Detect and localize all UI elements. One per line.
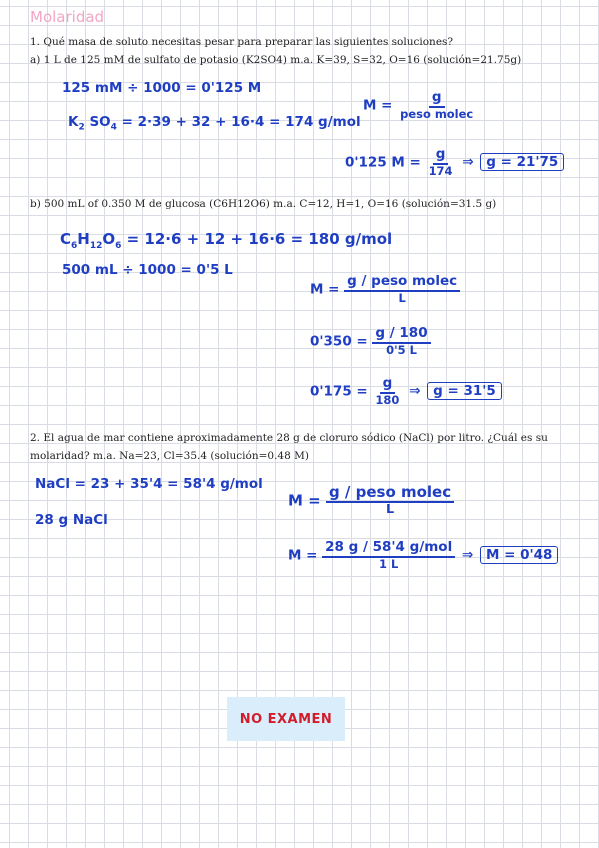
q1a-eq-denominator: 174 [428,163,453,178]
q1a-formula-fraction [397,90,476,121]
q1a-formula-lhs: M = [363,97,393,114]
q1a-molar-mass [68,114,361,133]
q1b-eq2-fraction [372,376,402,407]
q1a-formula-numerator: g [429,90,445,108]
q1a-eq-lhs: 0'125 M = [345,154,421,171]
q2-formula-numerator: g / peso molec [326,484,454,503]
question-2-prompt-line-1: 2. El agua de mar contiene aproximadamente 28 g de cloruro sódico (NaCl) por litro. ¿Cuál es su [30,432,548,444]
implies-arrow-icon: ⇒ [409,383,421,400]
question-1-prompt: 1. Qué masa de soluto necesitas pesar para preparar las siguientes soluciones? [30,36,454,48]
question-2-prompt-line-2: molaridad? m.a. Na=23, Cl=35.4 (solución=0.48 M) [30,450,309,462]
q2-formula-lhs: M = [288,491,321,510]
q2-formula-fraction [326,484,454,518]
q1b-eq1-numerator: g / 180 [372,326,430,344]
q1a-result: g = 21'75 [480,153,564,171]
q1b-molar-mass: $C_6H_{12}O_6 = 12\cdot 6 + 12 + 16\cdot 6 = 180$ g/mol [60,230,393,251]
q2-eq-lhs: M = [288,547,318,564]
q1a-eq-numerator: g [433,147,449,165]
q1b-eq2-denominator: 180 [375,392,400,407]
q1b-conversion: 500 mL ÷ 1000 = 0'5 L [62,262,233,278]
implies-arrow-icon: ⇒ [462,154,474,171]
q1b-formula [310,274,460,305]
q1b-formula-denominator: L [398,290,406,305]
q1b-result: g = 31'5 [427,382,502,400]
q1b-eq2-numerator: g [380,376,396,394]
no-examen-banner [227,697,345,741]
q1b-eq1-lhs: 0'350 = [310,333,368,350]
q1a-conversion: 125 mM ÷ 1000 = 0'125 M [62,80,262,96]
q1a-formula-denominator: peso molec [400,106,474,121]
q2-formula-denominator: L [385,502,395,518]
q1a-so-symbol: SO [89,114,111,130]
question-1a-prompt: a) 1 L de 125 mM de sulfato de potasio (K2SO4) m.a. K=39, S=32, O=16 (solución=21.75g) [30,54,522,66]
q2-eq-fraction [322,540,455,571]
q2-mass: 28 g NaCl [35,512,108,528]
q2-result: M = 0'48 [480,546,558,564]
page-title: Molaridad [30,8,105,26]
q2-eq-numerator: 28 g / 58'4 g/mol [322,540,455,558]
q1a-equation [345,147,564,178]
q1b-molar-mass-rhs: = 12·6 + 12 + 16·6 = 180 g/mol [126,230,393,248]
q1b-formula-numerator: g / peso molec [344,274,460,292]
q2-formula [288,484,454,518]
q2-molar-mass: NaCl = 23 + 35'4 = 58'4 g/mol [35,476,263,492]
q2-eq-denominator: 1 L [379,556,399,571]
no-examen-label: NO EXAMEN [239,711,333,727]
q1b-eq2-lhs: 0'175 = [310,383,368,400]
q1b-equation-2 [310,376,502,407]
q1a-k-subscript: 2 [78,122,85,133]
q1a-so-subscript: 4 [110,122,117,133]
q1a-k-symbol: K [68,114,79,130]
q1b-formula-lhs: M = [310,281,340,298]
implies-arrow-icon: ⇒ [461,547,474,564]
q2-equation [288,540,558,571]
q1b-formula-fraction [344,274,460,305]
question-1b-prompt: b) 500 mL of 0.350 M de glucosa (C6H12O6) m.a. C=12, H=1, O=16 (solución=31.5 g) [30,198,497,210]
q1a-formula [363,90,476,121]
q1b-eq1-denominator: 0'5 L [386,342,417,357]
q1a-molar-mass-rhs: = 2·39 + 32 + 16·4 = 174 g/mol [121,114,361,130]
q1b-eq1-fraction [372,326,430,357]
q1a-eq-fraction [426,147,456,178]
q1b-equation-1 [310,326,431,357]
